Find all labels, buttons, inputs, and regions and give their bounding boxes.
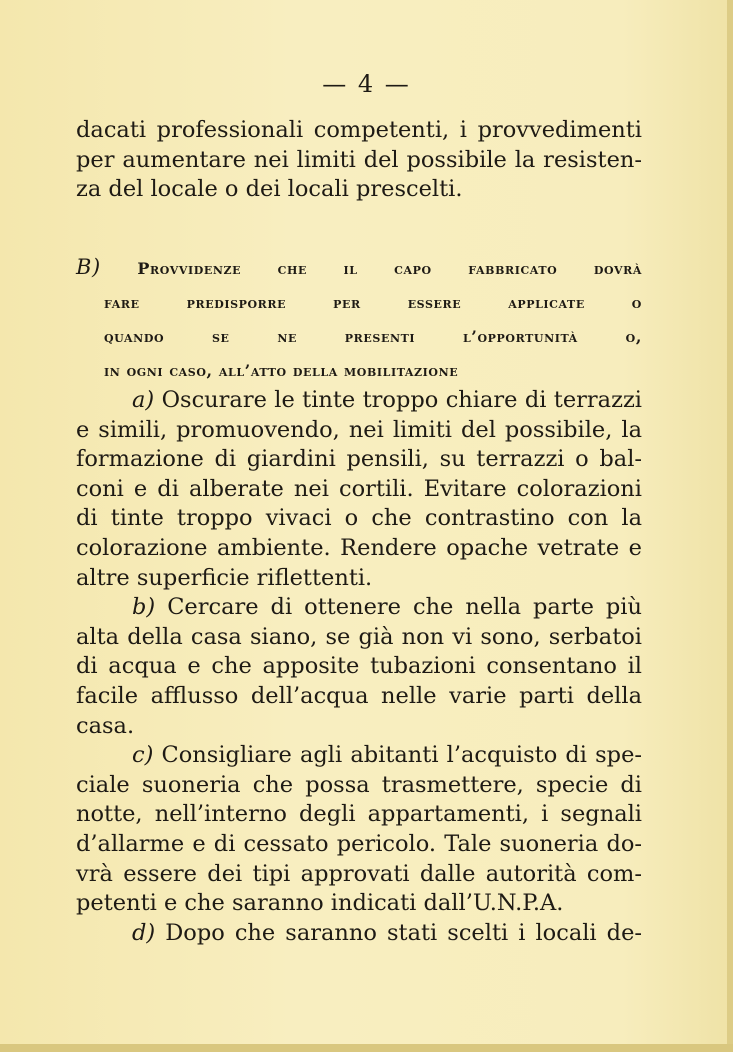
item-marker: a) [132, 387, 155, 413]
item-b-line: casa. [76, 712, 135, 739]
item-b-line: alta della casa siano, se già non vi sono, serbatoi [76, 623, 642, 650]
heading-text: Provvidenze che il capo fabbricato dovrà [137, 259, 642, 278]
items-list [76, 386, 642, 948]
item-marker: d) [132, 919, 156, 946]
item-marker: b) [132, 594, 156, 621]
intro-paragraph [76, 116, 642, 205]
item-a-line: e simili, promuovendo, nei limiti del possibile, la [76, 416, 642, 443]
heading-line: in ogni caso, all’atto della mobilitazione [104, 361, 459, 380]
item-b-line: b) Cercare di ottenere che nella parte più [132, 594, 642, 621]
heading-line: quando se ne presenti l’opportunità o, [104, 327, 642, 346]
text-line: dacati professionali competenti, i provvedimenti [76, 117, 642, 143]
item-c-line: vrà essere dei tipi approvati dalle autorità com- [76, 860, 642, 887]
item-a-line: di tinte troppo vivaci o che contrastino con la [76, 505, 642, 532]
item-b-line: di acqua e che apposite tubazioni consentano il [76, 653, 642, 680]
item-c-line: c) Consigliare agli abitanti l’acquisto di spe- [132, 742, 643, 769]
item-c-line: notte, nell’interno degli appartamenti, i segnali [76, 801, 642, 828]
page-number: — 4 — [322, 70, 411, 98]
item-c-line: ciale suoneria che possa trasmettere, specie di [76, 771, 642, 798]
item-a-line: colorazione ambiente. Rendere opache vetrate e [76, 534, 642, 561]
heading-line [76, 250, 642, 286]
page-edge-right [727, 0, 733, 1052]
item-b-line: facile afflusso dell’acqua nelle varie parti della [76, 682, 642, 709]
item-a-line: a) Oscurare le tinte troppo chiare di terrazzi [132, 387, 642, 413]
item-marker: c) [132, 742, 154, 769]
item-a-line: coni e di alberate nei cortili. Evitare colorazioni [76, 475, 642, 502]
heading-line: fare predisporre per essere applicate o [104, 293, 642, 312]
item-a-line: formazione di giardini pensili, su terrazzi o bal- [76, 446, 642, 473]
section-heading [76, 250, 642, 388]
page-edge-bottom [0, 1044, 733, 1052]
item-c-line: petenti e che saranno indicati dall’U.N.P.A. [76, 890, 564, 917]
item-c-line: d’allarme e di cessato pericolo. Tale suoneria do- [76, 830, 642, 857]
text-line: per aumentare nei limiti del possibile la resisten- [76, 146, 642, 173]
item-a-line: altre superficie riflettenti. [76, 564, 373, 591]
text-line: za del locale o dei locali prescelti. [76, 176, 463, 203]
item-d-line: d) Dopo che saranno stati scelti i locali de- [132, 919, 642, 946]
section-letter: B) [76, 255, 101, 279]
